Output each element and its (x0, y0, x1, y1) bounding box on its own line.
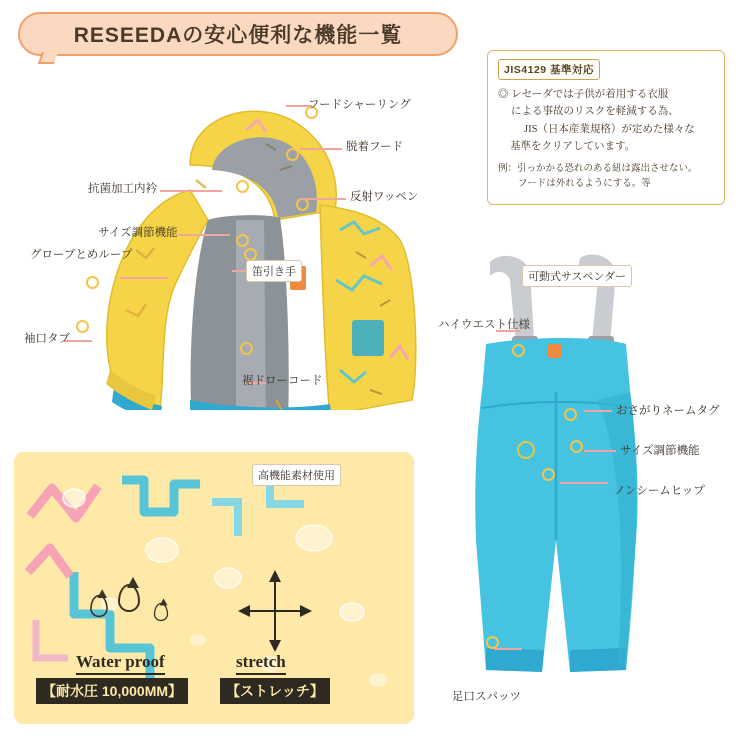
callout-ring-hem-drawcord (240, 342, 253, 355)
callout-ring-no-seam-hip (542, 468, 555, 481)
label-glove-loop: グローブとめループ (30, 249, 133, 261)
leader-size-adjust (178, 234, 230, 236)
callout-ring-reflective-patch (296, 198, 309, 211)
jis-example-line-2: フードは外れるようにする。等 (518, 179, 651, 190)
jis-line-4: 基準をクリアしています。 (510, 140, 636, 152)
callout-ring-glove-loop (86, 276, 99, 289)
jis-example (498, 162, 714, 192)
pants-photo (430, 240, 730, 710)
water-drop-icon-3 (154, 603, 168, 621)
label-ankle-spats: 足口スパッツ (452, 691, 521, 703)
title-text: RESEEDAの安心便利な機能一覧 (73, 24, 403, 47)
callout-ring-cuff-tab (76, 320, 89, 333)
callout-ring-size-adjust-pants (570, 440, 583, 453)
water-drop-icon-1 (90, 595, 108, 617)
jis-tag: JIS4129 基準対応 (498, 59, 600, 80)
leader-detachable-hood (300, 148, 342, 150)
jis-line-3: JIS（日本産業規格）が定めた様々な (524, 123, 695, 135)
jis-line-2: による事故のリスクを軽減する為、 (511, 106, 679, 118)
fabric-heading: 高機能素材使用 (252, 464, 341, 486)
label-antibacterial-lining: 抗菌加工内衿 (88, 183, 157, 195)
stretch-arrowheads (238, 570, 314, 654)
leader-ankle-spats (494, 648, 522, 650)
leader-name-tag (584, 410, 612, 412)
stretch-badge: 【ストレッチ】 (220, 678, 330, 704)
callout-ring-name-tag (564, 408, 577, 421)
waterproof-badge: 【耐水圧 10,000MM】 (36, 678, 188, 704)
label-high-waist: ハイウエスト仕様 (438, 319, 530, 331)
leader-antibacterial-lining (160, 190, 222, 192)
pants-illustration (430, 240, 730, 710)
fabric-panel (14, 452, 414, 724)
leader-no-seam-hip (560, 482, 608, 484)
waterproof-label: Water proof (76, 652, 165, 675)
jacket-photo (40, 70, 460, 410)
label-size-adjust-pants: サイズ調節機能 (620, 445, 700, 457)
label-size-adjust: サイズ調節機能 (98, 227, 178, 239)
callout-ring-detachable-hood (286, 148, 299, 161)
leader-size-adjust-pants (584, 450, 616, 452)
jis-body (498, 86, 714, 155)
label-movable-suspender: 可動式サスペンダー (522, 265, 632, 287)
label-hem-drawcord: 裾ドローコード (242, 375, 323, 387)
label-cuff-tab: 袖口タブ (24, 333, 70, 345)
jacket-illustration (40, 70, 460, 410)
callout-ring-high-waist (512, 344, 525, 357)
leader-reflective-patch (300, 198, 346, 200)
label-reflective-patch: 反射ワッペン (350, 191, 419, 203)
callout-ring-size-adjust (236, 234, 249, 247)
jis-line-1: ◎ レセーダでは子供が着用する衣服 (498, 89, 669, 100)
label-no-seam-hip: ノンシームヒップ (614, 485, 705, 497)
label-hood-shirring: フードシャーリング (308, 99, 411, 111)
page-title (18, 12, 468, 58)
jis-standard-box (487, 50, 725, 205)
stretch-label: stretch (236, 652, 286, 675)
water-drop-icon-2 (118, 584, 140, 612)
label-detachable-hood: 脱着フード (346, 141, 404, 153)
label-whistle-puller: 笛引き手 (246, 260, 302, 282)
jis-example-line-1: 例：引っかかる恐れのある紐は露出させない。 (498, 164, 698, 175)
callout-ring-antibacterial-lining (236, 180, 249, 193)
leader-glove-loop (120, 277, 168, 279)
label-name-tag: おさがりネームタグ (616, 405, 720, 417)
